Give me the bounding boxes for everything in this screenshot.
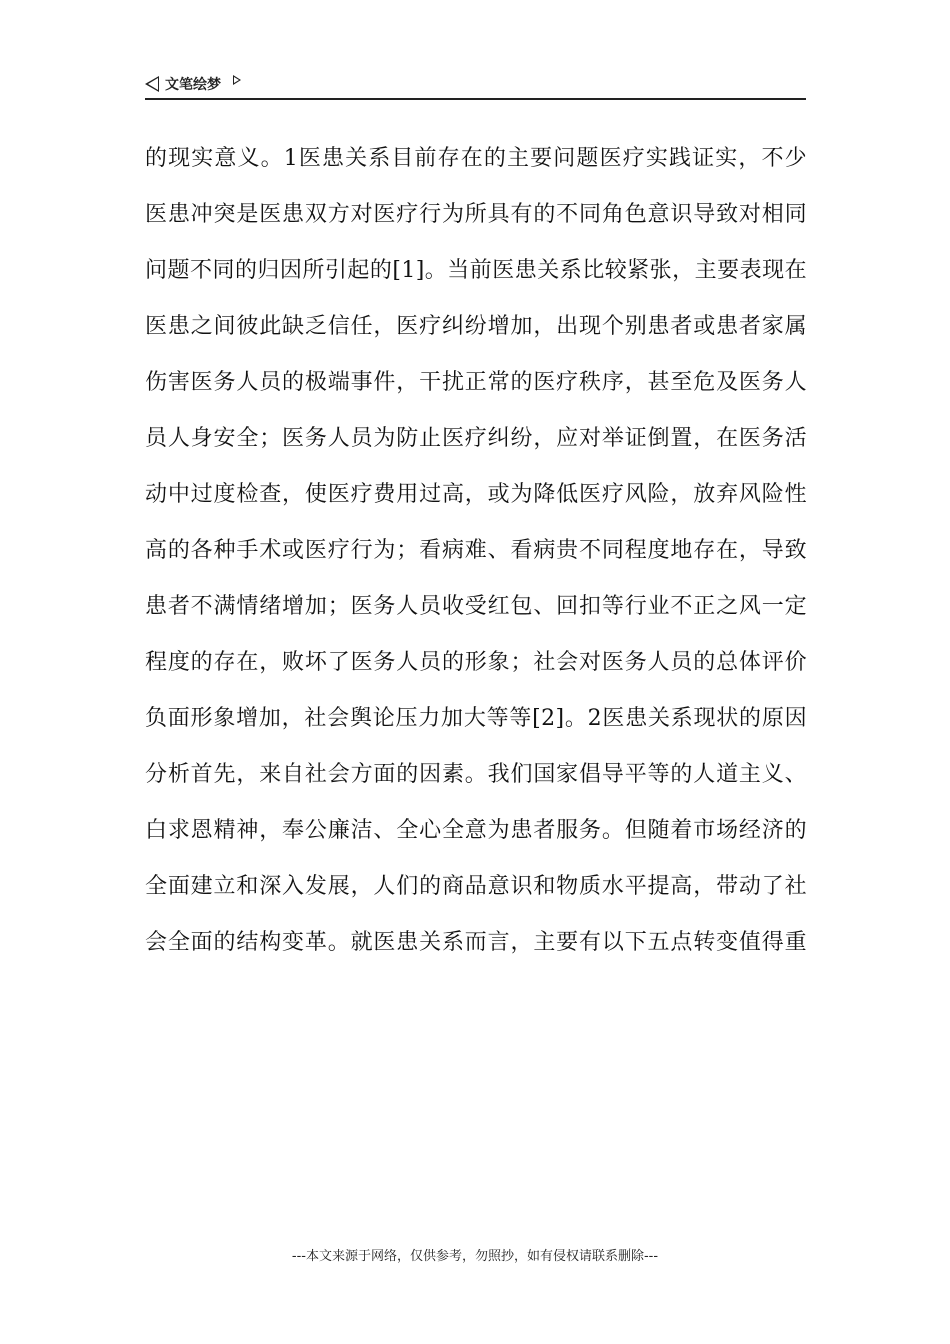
text-line: 负面形象增加，社会舆论压力加大等等[2]。2医患关系现状的原因	[145, 706, 807, 731]
text-line: 伤害医务人员的极端事件，干扰正常的医疗秩序，甚至危及医务人	[145, 370, 807, 395]
text-line: 员人身安全；医务人员为防止医疗纠纷，应对举证倒置，在医务活	[145, 426, 807, 451]
text-line: 程度的存在，败坏了医务人员的形象；社会对医务人员的总体评价	[145, 650, 807, 675]
text-line: 的现实意义。1医患关系目前存在的主要问题医疗实践证实，不少	[145, 146, 807, 171]
text-line: 医患冲突是医患双方对医疗行为所具有的不同角色意识导致对相同	[145, 202, 807, 227]
text-line: 分析首先，来自社会方面的因素。我们国家倡导平等的人道主义、	[145, 762, 807, 787]
page-header	[145, 72, 806, 100]
text-line: 医患之间彼此缺乏信任，医疗纠纷增加，出现个别患者或患者家属	[145, 314, 807, 339]
text-line: 全面建立和深入发展，人们的商品意识和物质水平提高，带动了社	[145, 874, 807, 899]
text-line: 高的各种手术或医疗行为；看病难、看病贵不同程度地存在，导致	[145, 538, 807, 563]
triangle-right-icon	[233, 75, 241, 85]
triangle-left-icon	[145, 76, 159, 92]
text-line: 会全面的结构变革。就医患关系而言，主要有以下五点转变值得重	[145, 930, 807, 955]
text-line: 患者不满情绪增加；医务人员收受红包、回扣等行业不正之风一定	[145, 594, 807, 619]
text-line: 动中过度检查，使医疗费用过高，或为降低医疗风险，放弃风险性	[145, 482, 807, 507]
text-line: 白求恩精神，奉公廉洁、全心全意为患者服务。但随着市场经济的	[145, 818, 807, 843]
body-text	[145, 131, 807, 971]
text-line: 问题不同的归因所引起的[1]。当前医患关系比较紧张，主要表现在	[145, 258, 807, 283]
header-title: 文笔绘梦	[165, 77, 221, 93]
footer-disclaimer: ---本文来源于网络，仅供参考，勿照抄，如有侵权请联系删除---	[291, 1249, 659, 1264]
